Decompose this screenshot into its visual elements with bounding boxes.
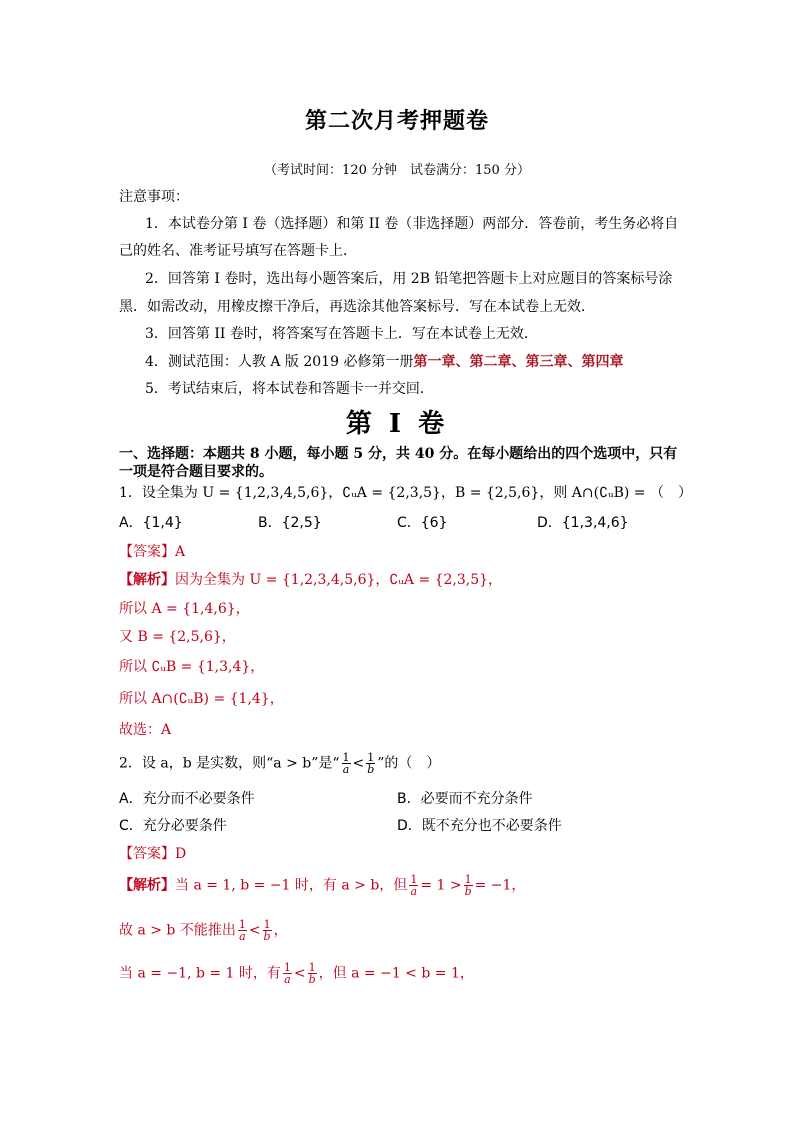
notice-item-4-text: 4．测试范围：人教 A 版 2019 必修第一册 xyxy=(145,354,414,370)
notice-item-2: 2．回答第 I 卷时，选出每小题答案后，用 2B 铅笔把答题卡上对应题目的答案标号涂 xyxy=(145,271,673,287)
analysis-text: = 1 > xyxy=(420,877,462,894)
fraction-1-over-a: $\frac{1}{a}$ xyxy=(342,751,350,776)
question-1-analysis-line-5: 所以 A∩(∁ᵤB) = {1,4}， xyxy=(119,691,284,707)
fraction-1-over-b: $\frac{1}{b}$ xyxy=(367,751,375,776)
fraction-1-over-b: $\frac{1}{b}$ xyxy=(308,961,316,986)
question-2-stem xyxy=(119,752,440,775)
analysis-text: 当 a = 1, b = −1 时，有 a > b，但 xyxy=(175,877,408,894)
question-2-option-b: B．必要而不充分条件 xyxy=(397,791,533,807)
question-1-option-a: A．{1,4} xyxy=(119,515,183,531)
fraction-1-over-b: $\frac{1}{b}$ xyxy=(464,873,472,898)
question-2-answer xyxy=(119,843,186,863)
notice-item-4 xyxy=(145,351,623,371)
answer-label: 【答案】 xyxy=(119,846,175,862)
notice-heading: 注意事项： xyxy=(119,189,189,205)
analysis-text: 因为全集为 U = {1,2,3,4,5,6}，∁ᵤA = {2,3,5}， xyxy=(175,572,503,588)
question-2-option-a: A．充分而不必要条件 xyxy=(119,791,255,807)
question-1-analysis-line-3: 又 B = {2,5,6}， xyxy=(119,629,236,645)
notice-item-1-cont: 己的姓名、准考证号填写在答题卡上． xyxy=(119,243,357,259)
analysis-label: 【解析】 xyxy=(119,572,175,588)
question-1-option-d: D．{1,3,4,6} xyxy=(537,515,629,531)
question-2-analysis-line-2 xyxy=(119,919,288,942)
analysis-text: = −1， xyxy=(474,877,526,894)
less-than: < xyxy=(248,922,261,939)
question-2-option-d: D．既不充分也不必要条件 xyxy=(397,818,562,834)
answer-value: D xyxy=(175,846,187,862)
notice-item-5: 5．考试结束后，将本试卷和答题卡一并交回． xyxy=(145,381,434,397)
notice-item-1: 1．本试卷分第 I 卷（选择题）和第 II 卷（非选择题）两部分．答卷前，考生务必将自 xyxy=(145,216,679,232)
question-1-option-c: C．{6} xyxy=(397,515,448,531)
analysis-text: 故 a > b 不能推出 xyxy=(119,922,236,939)
fraction-1-over-a: $\frac{1}{a}$ xyxy=(238,918,246,943)
question-2-stem-end: ”的（ ） xyxy=(377,755,441,772)
question-1-analysis-line-2: 所以 A = {1,4,6}， xyxy=(119,601,250,617)
exam-info: （考试时间：120 分钟 试卷满分：150 分） xyxy=(264,163,530,178)
notice-scope-chapters: 第一章、第二章、第三章、第四章 xyxy=(413,354,624,370)
question-2-analysis-line-3 xyxy=(119,962,474,985)
answer-label: 【答案】 xyxy=(119,544,175,560)
less-than: < xyxy=(352,755,365,772)
question-1-analysis-line-4: 所以 ∁ᵤB = {1,3,4}， xyxy=(119,659,265,675)
section-title: 第 I 卷 xyxy=(345,409,449,439)
page-title: 第二次月考押题卷 xyxy=(304,108,489,134)
answer-value: A xyxy=(175,544,186,560)
question-1-answer xyxy=(119,541,185,561)
notice-item-2-cont: 黑．如需改动，用橡皮擦干净后，再选涂其他答案标号．写在本试卷上无效． xyxy=(119,299,595,315)
analysis-text: 当 a = −1, b = 1 时，有 xyxy=(119,965,281,982)
analysis-text: ， xyxy=(273,922,288,939)
question-1-analysis-line-6: 故选：A xyxy=(119,722,172,738)
notice-item-3: 3．回答第 II 卷时，将答案写在答题卡上．写在本试卷上无效． xyxy=(145,326,538,342)
section-description-cont: 一项是符合题目要求的。 xyxy=(119,464,273,480)
analysis-text: ，但 a = −1 < b = 1， xyxy=(318,965,474,982)
question-1-stem: 1．设全集为 U = {1,2,3,4,5,6}，∁ᵤA = {2,3,5}，B = {2,5,6}，则 A∩(∁ᵤB) = （ ） xyxy=(119,485,692,501)
question-2-analysis-line-1 xyxy=(119,874,525,897)
less-than: < xyxy=(293,965,306,982)
fraction-1-over-a: $\frac{1}{a}$ xyxy=(410,873,418,898)
question-1-analysis-line-1 xyxy=(119,569,502,589)
fraction-1-over-a: $\frac{1}{a}$ xyxy=(283,961,291,986)
analysis-label: 【解析】 xyxy=(119,877,175,894)
question-2-option-c: C．充分必要条件 xyxy=(119,818,227,834)
question-2-stem-text: 2．设 a，b 是实数，则“a > b”是“ xyxy=(119,755,340,772)
question-1-option-b: B．{2,5} xyxy=(258,515,322,531)
section-description: 一、选择题：本题共 8 小题，每小题 5 分，共 40 分。在每小题给出的四个选项中，只有 xyxy=(119,446,678,462)
fraction-1-over-b: $\frac{1}{b}$ xyxy=(263,918,271,943)
